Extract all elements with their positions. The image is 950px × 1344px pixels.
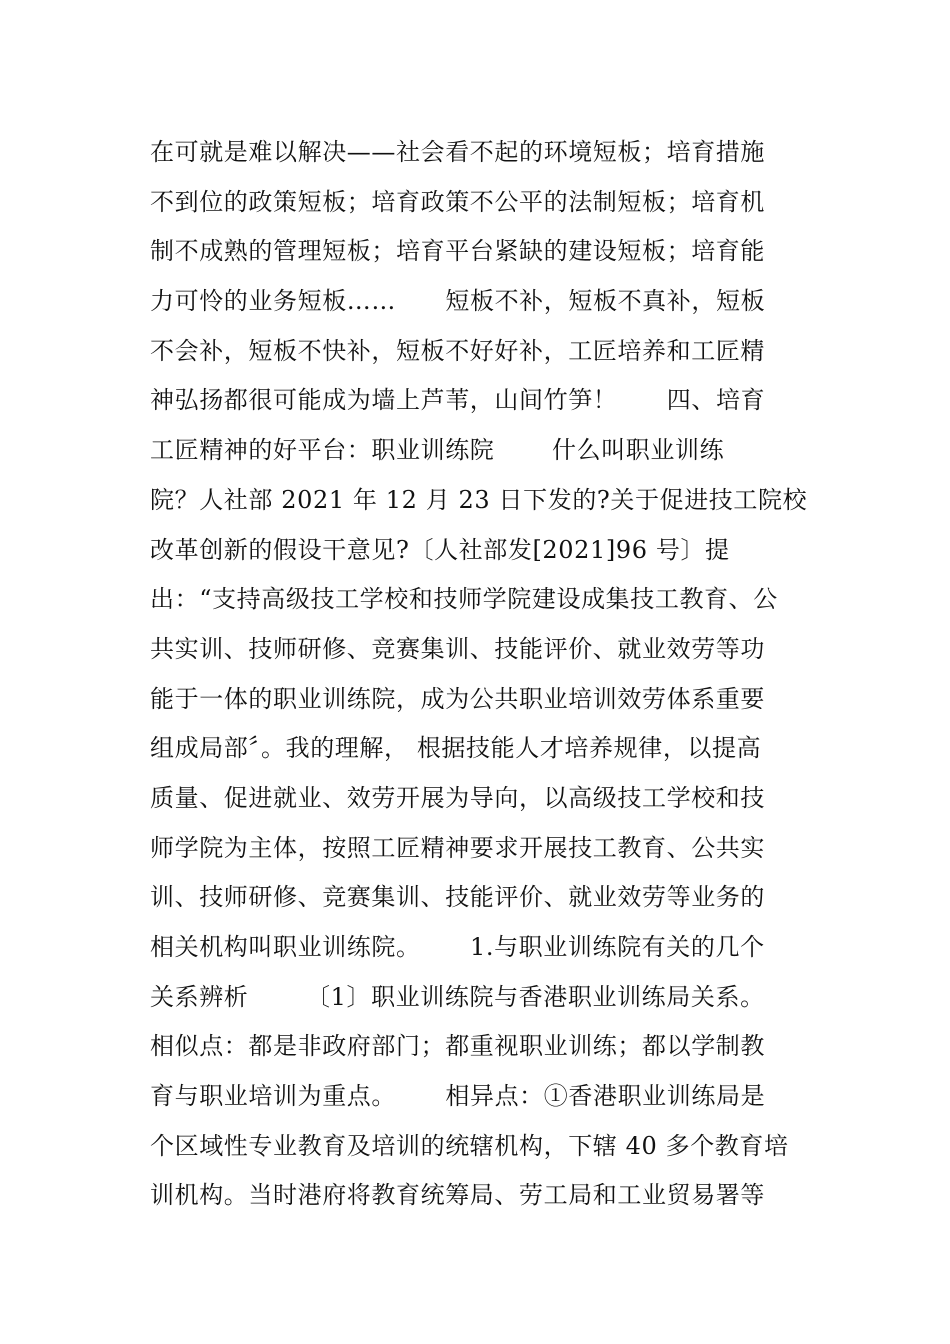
text-line: 不会补，短板不快补，短板不好好补，工匠培养和工匠精 (150, 336, 765, 365)
text-line: 能于一体的职业训练院，成为公共职业培训效劳体系重要 (150, 684, 765, 713)
text-line: 师学院为主体，按照工匠精神要求开展技工教育、公共实 (150, 833, 765, 862)
text-line: 改革创新的假设干意见?〔人社部发[2021]96 号〕提 (150, 535, 730, 564)
text-line: 神弘扬都很可能成为墙上芦苇，山间竹笋！ 四、培育 (150, 386, 766, 415)
text-line: 力可怜的业务短板…… 短板不补，短板不真补，短板 (150, 287, 766, 316)
text-line: 工匠精神的好平台：职业训练院 什么叫职业训练 (150, 436, 725, 465)
text-line: 训机构。当时港府将教育统筹局、劳工局和工业贸易署等 (150, 1181, 765, 1210)
text-line: 训、技师研修、竞赛集训、技能评价、就业效劳等业务的 (150, 883, 765, 912)
text-line: 出：“支持高级技工学校和技师学院建设成集技工教育、公 (150, 585, 778, 614)
text-line: 关系辨析 〔1〕职业训练院与香港职业训练局关系。 (150, 982, 765, 1011)
text-line: 院？人社部 2021 年 12 月 23 日下发的?关于促进技工院校 (150, 485, 808, 514)
text-line: 育与职业培训为重点。 相异点：①香港职业训练局是 (150, 1082, 766, 1111)
text-line: 制不成熟的管理短板；培育平台紧缺的建设短板；培育能 (150, 237, 765, 266)
text-line: 不到位的政策短板；培育政策不公平的法制短板；培育机 (150, 187, 765, 216)
text-line: 质量、促进就业、效劳开展为导向，以高级技工学校和技 (150, 783, 765, 812)
text-line: 在可就是难以解决——社会看不起的环境短板；培育措施 (150, 138, 765, 166)
text-line: 相似点：都是非政府部门；都重视职业训练；都以学制教 (150, 1032, 765, 1061)
text-line: 相关机构叫职业训练院。 1.与职业训练院有关的几个 (150, 933, 765, 961)
text-line: 组成局部〞。我的理解， 根据技能人才培养规律，以提高 (150, 734, 762, 763)
body-text (150, 128, 810, 1221)
text-line: 共实训、技师研修、竞赛集训、技能评价、就业效劳等功 (150, 634, 765, 663)
text-line: 个区域性专业教育及培训的统辖机构，下辖 40 多个教育培 (150, 1131, 789, 1160)
